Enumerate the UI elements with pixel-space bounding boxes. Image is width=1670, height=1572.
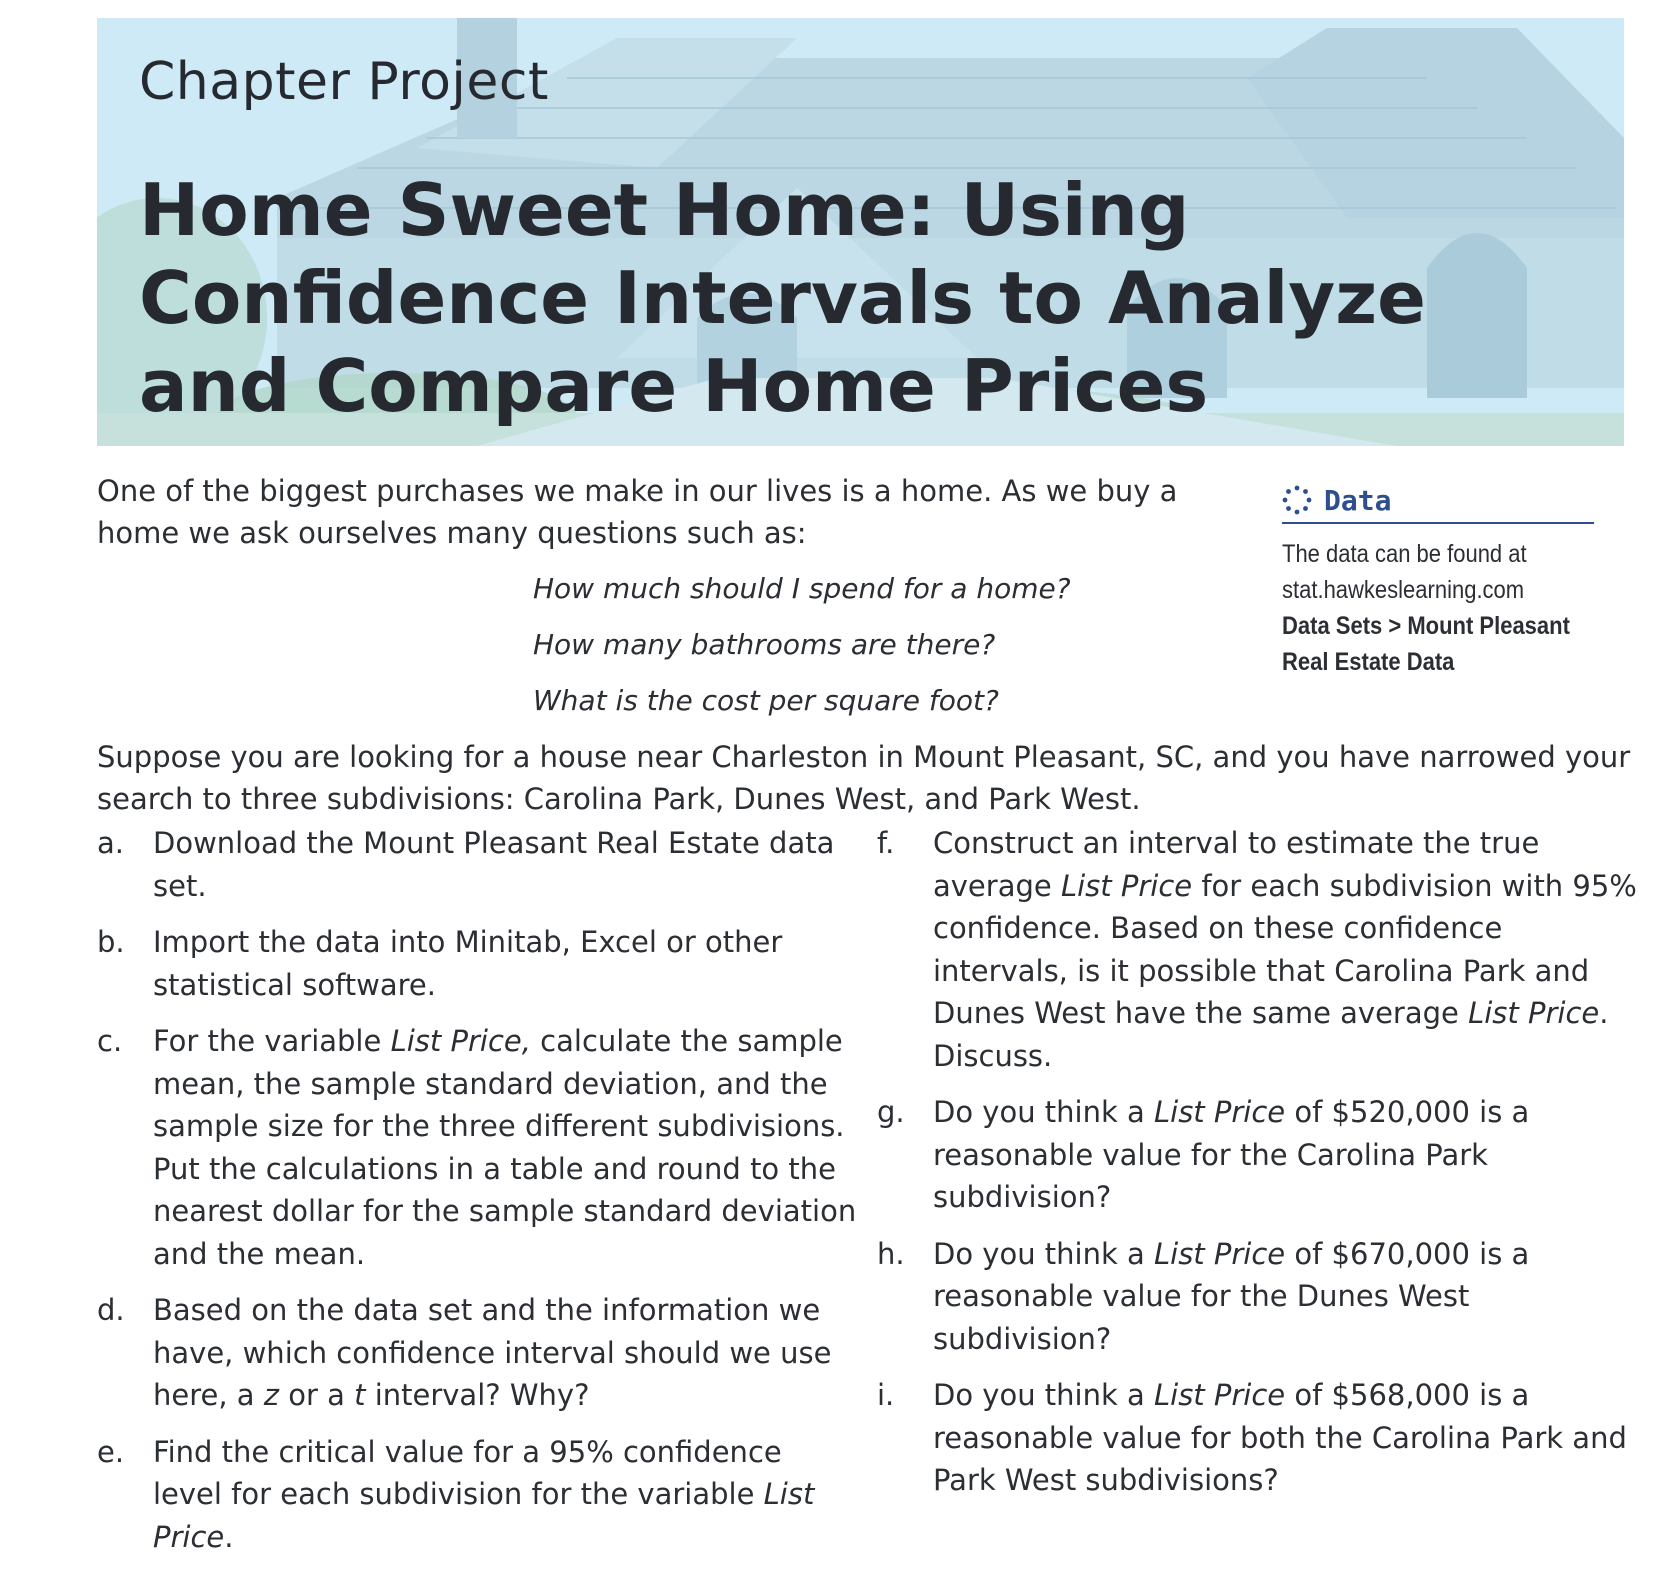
- task-text-italic: List Price: [1468, 996, 1600, 1030]
- project-title: [139, 166, 1439, 430]
- task-item: [97, 1289, 857, 1417]
- task-label: d.: [97, 1293, 125, 1327]
- task-text-run: Download the Mount Pleasant Real Estate data set.: [153, 826, 835, 903]
- task-text: [933, 826, 1637, 1073]
- chapter-banner: [97, 18, 1624, 446]
- task-item: [97, 822, 857, 907]
- title-line: Home Sweet Home: Using: [139, 168, 1190, 252]
- task-text-run: .: [224, 1519, 234, 1554]
- tasks-left-column: [97, 822, 857, 1572]
- data-sidebar-title: Data: [1324, 483, 1392, 517]
- task-item: [877, 822, 1637, 1077]
- task-text-run: Do you think a: [933, 1378, 1154, 1412]
- task-item: [97, 1431, 857, 1559]
- task-text-run: of $670,000 is a reasonable value for the Dunes West subdivision?: [933, 1236, 1530, 1356]
- task-text-italic: z: [263, 1378, 280, 1412]
- task-text-run: For the variable: [153, 1024, 391, 1058]
- task-item: [877, 1374, 1637, 1502]
- task-label: g.: [877, 1095, 905, 1129]
- scenario-paragraph: Suppose you are looking for a house near Charleston in Mount Pleasant, SC, and you have narrowed your search to three subdivisions: Carolina Park, Dunes West, and Park West.: [97, 740, 1631, 816]
- task-text-run: Construct an interval to estimate the true average: [933, 826, 1540, 903]
- task-label: c.: [97, 1024, 123, 1058]
- chapter-kicker: Chapter Project: [139, 52, 549, 112]
- task-text: [933, 1095, 1529, 1214]
- task-text-italic: t: [354, 1378, 366, 1412]
- task-text-run: Do you think a: [933, 1236, 1154, 1271]
- data-sidebar-header: [1282, 478, 1594, 524]
- task-text: [153, 826, 834, 903]
- task-text-italic: List Price: [1153, 1236, 1286, 1271]
- task-label: h.: [877, 1236, 905, 1271]
- data-path-line: Real Estate Data: [1282, 648, 1455, 676]
- task-text: [153, 925, 782, 1002]
- task-text-run: Find the critical value for a 95% confidence level for each subdivision for the variable: [153, 1434, 782, 1511]
- tasks-right-column: [877, 822, 1637, 1516]
- data-path-line: Data Sets > Mount Pleasant: [1282, 612, 1570, 640]
- task-text-run: interval? Why?: [365, 1378, 590, 1412]
- task-text-run: . Discuss.: [933, 996, 1609, 1073]
- task-text-italic: List Price: [1153, 1095, 1286, 1129]
- task-label: e.: [97, 1434, 125, 1469]
- task-label: f.: [877, 826, 895, 860]
- task-text-italic: List Price,: [390, 1024, 531, 1058]
- task-text: [153, 1024, 856, 1271]
- task-label: i.: [877, 1378, 895, 1412]
- data-sidebar: [1282, 478, 1594, 680]
- data-location-text: The data can be found at stat.hawkeslearning.com: [1282, 540, 1527, 604]
- title-line: Confidence Intervals to Analyze: [139, 256, 1426, 340]
- task-text-italic: List Price: [1153, 1378, 1286, 1412]
- task-item: [877, 1233, 1637, 1361]
- task-text-run: Based on the data set and the information we have, which confidence interval should we use here, a: [153, 1293, 832, 1412]
- task-text-run: for each subdivision with 95% confidence. Based on these confidence intervals, is it possible that Carolina Park and Dunes West have the same average: [933, 868, 1637, 1030]
- question-list: [533, 568, 1071, 736]
- task-text-run: of $520,000 is a reasonable value for the Carolina Park subdivision?: [933, 1095, 1530, 1214]
- task-text: [153, 1435, 814, 1554]
- data-dots-icon: [1282, 485, 1312, 515]
- question-item: How many bathrooms are there?: [533, 628, 996, 661]
- task-text: [933, 1378, 1627, 1497]
- question-item: What is the cost per square foot?: [533, 684, 999, 717]
- task-text-run: calculate the sample mean, the sample standard deviation, and the sample size for the three different subdivisions. Put the calculations in a table and round to the nearest dollar for the sample standard deviation and the mean.: [153, 1024, 857, 1271]
- question-item: How much should I spend for a home?: [533, 572, 1071, 605]
- task-item: [97, 921, 857, 1006]
- task-label: b.: [97, 925, 125, 959]
- title-line: and Compare Home Prices: [139, 344, 1209, 428]
- task-text-run: Import the data into Minitab, Excel or other statistical software.: [153, 925, 783, 1002]
- intro-paragraph: One of the biggest purchases we make in our lives is a home. As we buy a home we ask ourselves many questions such as:: [97, 474, 1178, 550]
- task-text-italic: List Price: [153, 1477, 815, 1554]
- task-text-italic: List Price: [1060, 868, 1193, 903]
- task-text-run: of $568,000 is a reasonable value for both the Carolina Park and Park West subdivisions?: [933, 1378, 1627, 1497]
- task-item: [97, 1020, 857, 1275]
- task-label: a.: [97, 826, 124, 860]
- task-text-run: or a: [279, 1378, 355, 1412]
- task-text: [933, 1237, 1529, 1356]
- data-sidebar-text: [1282, 536, 1594, 680]
- task-text-run: Do you think a: [933, 1095, 1154, 1129]
- task-item: [877, 1091, 1637, 1219]
- task-text: [153, 1293, 831, 1412]
